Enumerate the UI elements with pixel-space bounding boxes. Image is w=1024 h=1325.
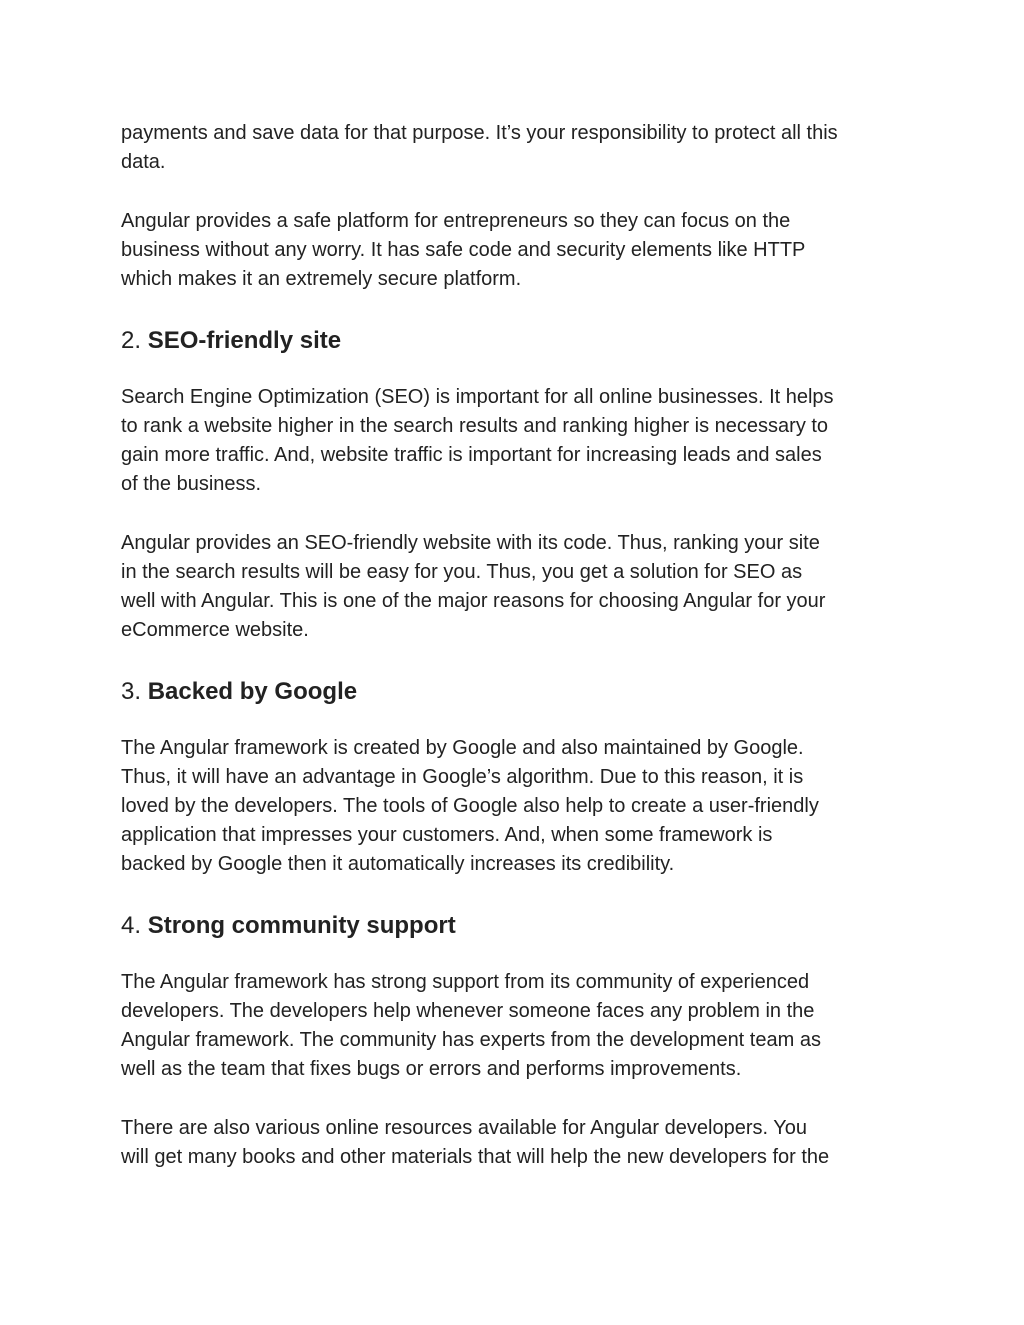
text-line: Angular provides an SEO-friendly website with its code. Thus, ranking your site [121, 532, 820, 554]
text-line: of the business. [121, 473, 262, 495]
text-line: well as the team that fixes bugs or errors and performs improvements. [121, 1058, 742, 1080]
section-heading-google [121, 676, 911, 708]
heading-number: 4. [121, 912, 142, 939]
text-line: application that impresses your customers. And, when some framework is [121, 824, 773, 846]
text-line: Thus, it will have an advantage in Google’s algorithm. Due to this reason, it is [121, 766, 804, 788]
text-line: Angular provides a safe platform for entrepreneurs so they can focus on the [121, 210, 791, 232]
document-page [121, 119, 911, 1172]
text-line: backed by Google then it automatically increases its credibility. [121, 853, 675, 875]
text-line: in the search results will be easy for you. Thus, you get a solution for SEO as [121, 561, 803, 583]
text-line: data. [121, 151, 166, 173]
text-line: payments and save data for that purpose. It’s your responsibility to protect all this [121, 122, 838, 144]
paragraph-online-resources [121, 1114, 911, 1172]
text-line: developers. The developers help whenever someone faces any problem in the [121, 1000, 815, 1022]
text-line: gain more traffic. And, website traffic is important for increasing leads and sales [121, 444, 822, 466]
text-line: Angular framework. The community has experts from the development team as [121, 1029, 821, 1051]
text-line: There are also various online resources available for Angular developers. You [121, 1117, 807, 1139]
section-heading-seo [121, 325, 911, 357]
text-line: The Angular framework has strong support from its community of experienced [121, 971, 810, 993]
text-line: Search Engine Optimization (SEO) is important for all online businesses. It helps [121, 386, 834, 408]
paragraph-safe-platform [121, 207, 911, 294]
heading-title: Strong community support [147, 912, 456, 939]
heading-number: 2. [121, 327, 142, 354]
text-line: to rank a website higher in the search results and ranking higher is necessary to [121, 415, 829, 437]
text-line: well with Angular. This is one of the major reasons for choosing Angular for your [121, 590, 826, 612]
text-line: which makes it an extremely secure platform. [121, 268, 522, 290]
heading-title: SEO-friendly site [147, 327, 342, 354]
paragraph-backed-by-google [121, 734, 911, 879]
text-line: The Angular framework is created by Google and also maintained by Google. [121, 737, 804, 759]
paragraph-seo-intro [121, 383, 911, 499]
heading-title: Backed by Google [147, 678, 358, 705]
paragraph-seo-angular [121, 529, 911, 645]
section-heading-community [121, 910, 911, 942]
heading-number: 3. [121, 678, 142, 705]
paragraph-payments [121, 119, 911, 177]
paragraph-community-support [121, 968, 911, 1084]
text-line: will get many books and other materials that will help the new developers for the [121, 1146, 830, 1168]
text-line: eCommerce website. [121, 619, 309, 641]
text-line: business without any worry. It has safe code and security elements like HTTP [121, 239, 806, 261]
text-line: loved by the developers. The tools of Google also help to create a user-friendly [121, 795, 819, 817]
